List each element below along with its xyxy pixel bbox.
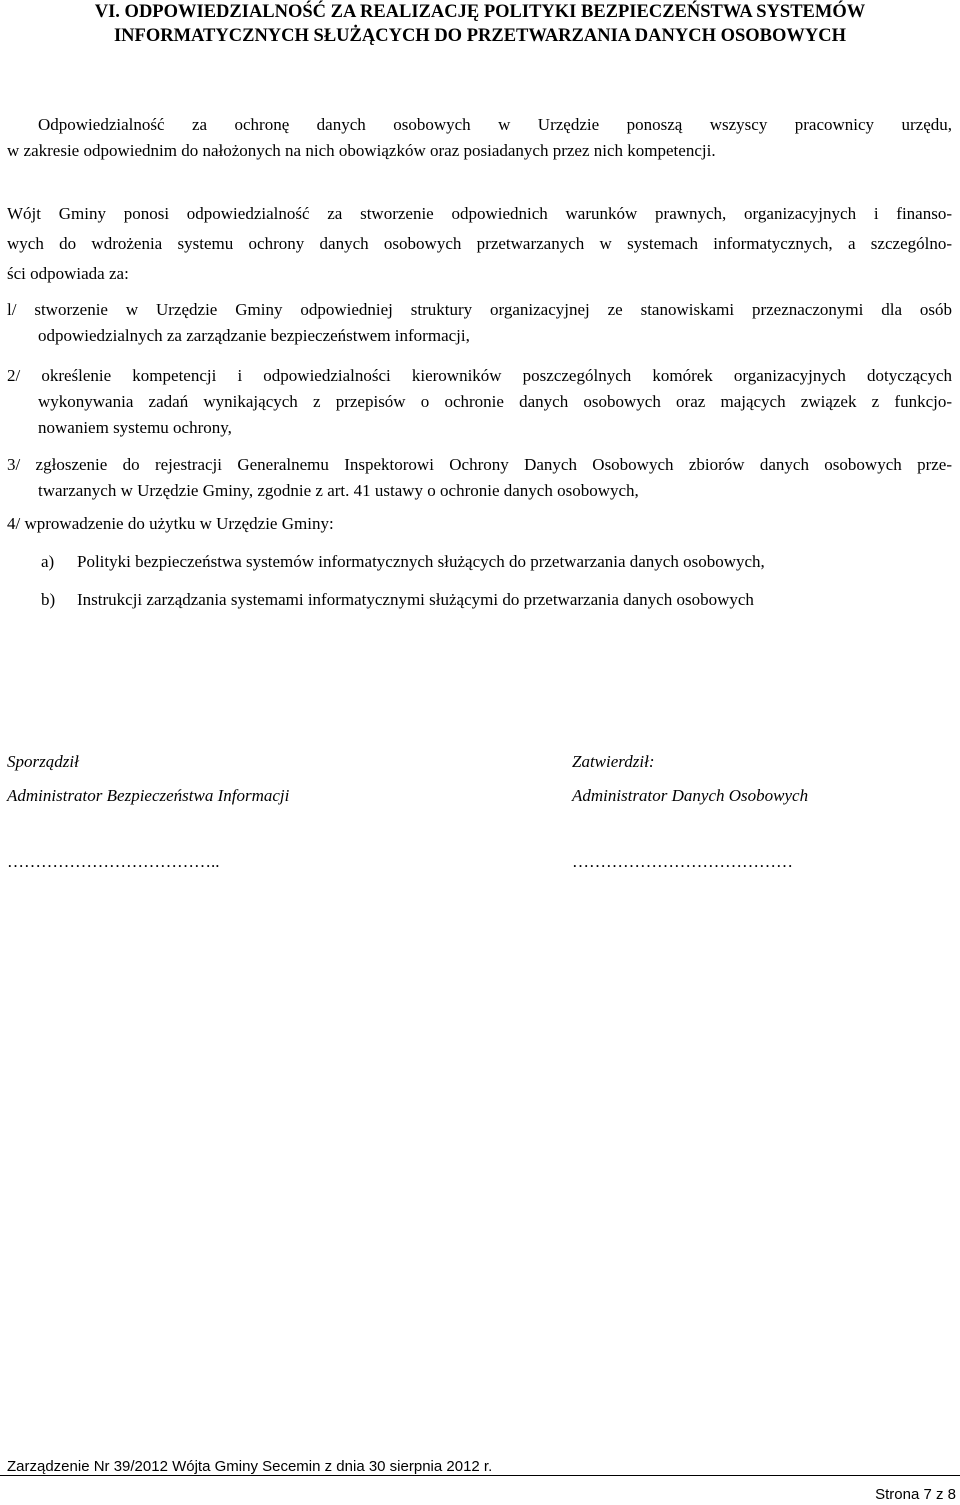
item-2-line-1: 2/ określenie kompetencji i odpowiedzialności kierowników poszczególnych komórek organizacyjnych dotyczących [7,366,952,385]
item-1-line-2: odpowiedzialnych za zarządzanie bezpieczeństwem informacji, [38,326,470,345]
subitem-a-text: Polityki bezpieczeństwa systemów informatycznych służących do przetwarzania danych osobowych, [77,552,765,571]
item-4-line-1: 4/ wprowadzenie do użytku w Urzędzie Gminy: [7,514,334,533]
subitem-b-text: Instrukcji zarządzania systemami informatycznymi służącymi do przetwarzania danych osobowych [77,590,754,609]
list-item [7,453,952,477]
item-3-line-1: 3/ zgłoszenie do rejestracji Generalnemu Inspektorowi Ochrony Danych Osobowych zbiorów danych osobowych prze- [7,455,952,474]
signature-left-dots: ……………………………….. [7,852,220,871]
footer-divider [0,1475,960,1476]
item-2-continuation [38,390,952,414]
subitem-b-marker: b) [41,590,56,609]
section-heading-line-1: VI. ODPOWIEDZIALNOŚĆ ZA REALIZACJĘ POLITYKI BEZPIECZEŃSTWA SYSTEMÓW [94,2,866,22]
section-heading-line-2: INFORMATYCZNYCH SŁUŻĄCYCH DO PRZETWARZANIA DANYCH OSOBOWYCH [113,26,846,46]
item-2-line-3: nowaniem systemu ochrony, [38,418,232,437]
signature-right-role: Administrator Danych Osobowych [572,786,809,805]
item-2-line-2: wykonywania zadań wynikających z przepisów o ochronie danych osobowych oraz mających związek z funkcjo- [38,392,952,411]
section-heading [0,0,960,48]
signature-right-label: Zatwierdził: [572,752,655,771]
signature-right-dots: ………………………………… [572,852,793,871]
signature-left-role: Administrator Bezpieczeństwa Informacji [7,786,290,805]
signature-left-label: Sporządził [7,752,79,771]
item-1-line-1: l/ stworzenie w Urzędzie Gminy odpowiedniej struktury organizacyjnej ze stanowiskami przeznaczonymi dla osób [7,300,952,319]
wojt-paragraph [7,202,952,286]
list-item [7,298,952,322]
intro-paragraph [38,113,952,137]
wojt-line-1: Wójt Gminy ponosi odpowiedzialność za stworzenie odpowiednich warunków prawnych, organizacyjnych i finanso- [7,204,952,223]
subitem-a-marker: a) [41,552,55,571]
list-item [7,364,952,388]
intro-line-2: w zakresie odpowiednim do nałożonych na nich obowiązków oraz posiadanych przez nich kompetencji. [7,141,716,160]
wojt-line-2: wych do wdrożenia systemu ochrony danych osobowych przetwarzanych w systemach informatycznych, a szczególno- [7,234,952,253]
footer-document-reference: Zarządzenie Nr 39/2012 Wójta Gminy Secemin z dnia 30 sierpnia 2012 r. [7,1458,493,1475]
intro-line-1: Odpowiedzialność za ochronę danych osobowych w Urzędzie ponoszą wszyscy pracownicy urzędu, [38,115,952,134]
footer-page-number: Strona 7 z 8 [875,1486,956,1503]
item-3-line-2: twarzanych w Urzędzie Gminy, zgodnie z art. 41 ustawy o ochronie danych osobowych, [38,481,639,500]
wojt-line-3: ści odpowiada za: [7,264,129,283]
